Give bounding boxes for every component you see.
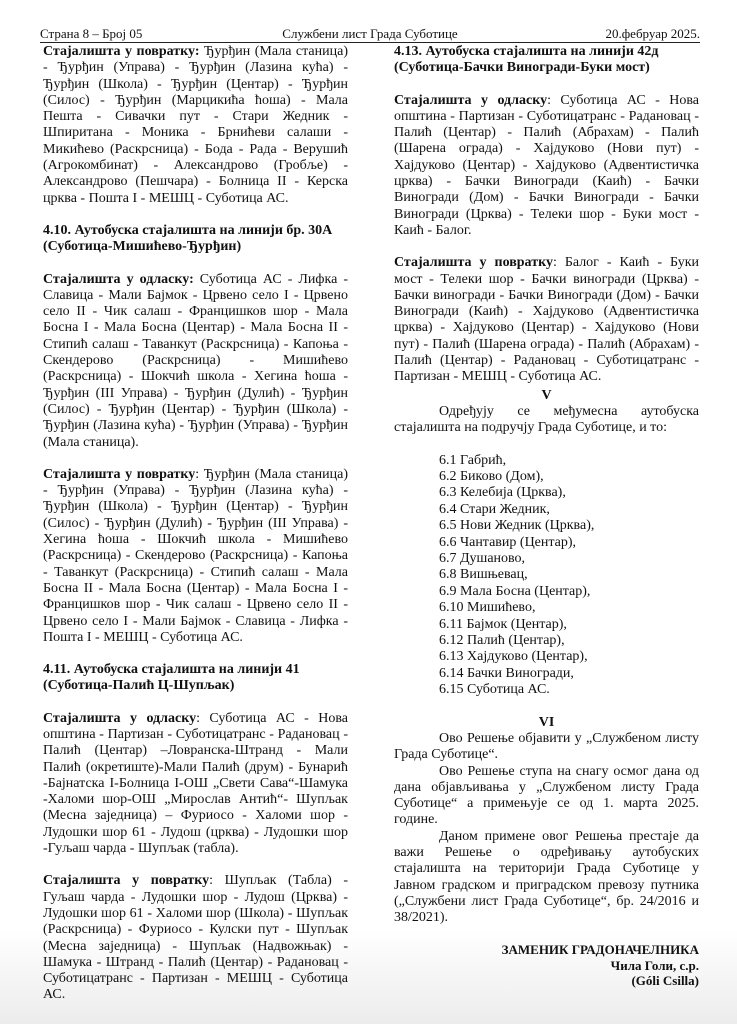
- right-column: [394, 44, 699, 989]
- list-item: 6.9 Мала Босна (Центар),: [439, 583, 591, 599]
- signatory-title: ЗАМЕНИК ГРАДОНАЧЕЛНИКА: [501, 942, 699, 958]
- section-heading-4-11: 4.11. Аутобуска стајалишта на линији 41 (Суботица-Палић Ц-Шупљак): [43, 662, 300, 694]
- section-heading-4-10: 4.10. Аутобуска стајалишта на линији бр. 30А (Суботица-Мишићево-Ђурђин): [43, 222, 333, 255]
- line-30a-depart-stops: Стајалишта у одласку: Суботица АС - Лифка - Славица - Мали Бајмок - Црвено село I - Црвено село II - Чик салаш - Францишков шор - Мала Босна I - Мала Босна (Центар) - Мала Босна II - Стипић салаш - Таванкут (Раскрсница) - Капоња - Скендерово (Раскрсница) - Мишићево (Раскрсница) - Шокчић школа - Хегина ћоша - Ђурђин (III Управа) - Ђурђин (Дулић) - Ђурђин (Силос) - Ђурђин (Центар) - Ђурђин (Школа) - Ђурђин (Лазина кућа) - Ђурђин (Управа) - Ђурђин (Мала станица).: [43, 271, 349, 450]
- list-item: 6.5 Нови Жедник (Црква),: [439, 518, 595, 534]
- line-30a-return-stops: Стајалишта у повратку: Ђурђин (Мала станица) - Ђурђин (Управа) - Ђурђин (Лазина кућа) - Ђурђин (Школа) - Ђурђин (Центар) - Ђурђин (Силос) - Ђурђин (Дулић) - Ђурђин (III Управа) - Хегина ћоша - Шокчић школа - Мишићево (Раскрсница) - Скендерово (Раскрсница) - Капоња - Таванкут (Раскрсница) - Стипић салаш - Мала Босна II - Мала Босна (Центар) - Мала Босна I - Францишков шор - Чик салаш - Црвено село II - Црвено село I - Мали Бајмок - Славица - Лифка - Пошта I - МЕШЦ - Суботица АС.: [43, 466, 348, 645]
- list-item: 6.12 Палић (Центар),: [439, 633, 565, 648]
- signature-block: [394, 942, 699, 989]
- list-item: 6.3 Келебија (Црква),: [439, 485, 566, 501]
- section-v-numeral: V: [541, 387, 552, 403]
- list-item: 6.11 Бајмок (Центар),: [439, 616, 567, 632]
- list-item: 6.13 Хајдуково (Центар),: [439, 649, 588, 665]
- section-v-intro: Одређују се међумесна аутобуска стајалишта на подручју Града Суботице, и то:: [394, 403, 699, 436]
- page-number: Страна 8 – Број 05: [40, 26, 143, 41]
- section-heading-4-13: 4.13. Аутобуска стајалишта на линији 42д (Суботица-Бачки Виногради-Буки мост): [394, 44, 659, 76]
- signatory-name-latin: (Góli Csilla): [631, 973, 699, 989]
- issue-date: 20.фебруар 2025.: [605, 26, 700, 41]
- publication-title: Службени лист Града Суботице: [282, 26, 458, 41]
- section-vi-paragraph-1: Ово Решење објавити у „Службеном листу Града Суботице“.: [394, 730, 699, 763]
- list-item: 6.8 Вишњевац,: [439, 567, 528, 583]
- section-vi-paragraph-3: Даном примене овог Решења престаје да важи Решење о одређивању аутобуских стајалишта на територији Града Суботице у Јавном градском и приградском превозу путника („Службени лист Града Суботице“, бр. 24/2016 и 38/2021).: [394, 828, 699, 926]
- page-header: [40, 26, 700, 43]
- signatory-name: Чила Голи, с.р.: [610, 957, 699, 973]
- list-item: 6.1 Габрић,: [439, 452, 507, 468]
- list-item: 6.2 Биково (Дом),: [439, 468, 544, 484]
- list-item: 6.4 Стари Жедник,: [439, 501, 550, 517]
- list-item: 6.6 Чантавир (Центар),: [439, 534, 577, 550]
- line-41-return-stops: Стајалишта у повратку: Шупљак (Табла) - Гуљаш чарда - Лудошки шор - Лудош (Црква) - Лудошки шор 61 - Халоми шор (Школа) - Шупљак (Раскрсница) - Фуриосо - Кулски пут - Шупљак (Месна заједница) - Шупљак (Надвожњак) - Шамука - Штранд - Палић (Центар) - Радановац - Суботицатранс - Партизан - МЕШЦ - Суботица АС.: [43, 873, 349, 1003]
- line-41-depart-stops: Стајалишта у одласку: Суботица АС - Нова општина - Партизан - Суботицатранс - Радановац - Палић (Центар) –Ловранска-Штранд - Мали Палић (окретиште)-Мали Палић (друм) - Бунарић -Бајнатска I-Болница I-ОШ „Свети Сава“-Шамука -Халоми шор-ОШ „Мирослав Антић“- Шупљак (Месна заједница) – Фуриосо - Халоми шор - Лудошки шор 61 - Лудош (црква) - Лудошки шор -Гуљаш чарда - Шупљак (табла).: [43, 710, 348, 857]
- section-vi-paragraph-2: Ово Решење ступа на снагу осмог дана од дана објављивања у „Службеном листу Града Суботице“ а примењује се од 1. марта 2025. године.: [394, 763, 699, 828]
- line-42d-depart-stops: Стајалишта у одласку: Суботица АС - Нова општина - Партизан - Суботицатранс - Радановац - Палић (Центар) - Палић (Абрахам) - Палић (Шарена ограда) - Хајдуково (Нови пут) - Хајдуково (Центар) - Хајдуково (Адвентистичка црква) - Бачки Виногради (Каић) - Бачки Виногради (Дом) - Бачки Виногради - Бачки Виногради (Црква) - Телеки шор - Буки мост - Каић - Балог.: [394, 92, 699, 238]
- left-column: [43, 44, 348, 1004]
- list-item: 6.15 Суботица АС.: [439, 682, 550, 698]
- return-label: Стајалишта у повратку:: [43, 44, 200, 59]
- intercity-stops-list: [394, 453, 699, 699]
- line-42d-return-stops: Стајалишта у повратку: Балог - Каић - Буки мост - Телеки шор - Бачки виногради (Црква) - Бачки виногради - Бачки Виногради (Дом) - Бачки Виногради (Каић) - Хајдуково (Адвентистичка црква) - Хајдуково (Центар) - Хајдуково (Нови пут) - Палић (Шарена ограда) - Палић (Абрахам) - Палић (Центар) - Радановац - Суботицатранс - Партизан - МЕШЦ - Суботица АС.: [394, 255, 699, 385]
- list-item: 6.14 Бачки Виногради,: [439, 665, 574, 681]
- section-vi-numeral: VI: [538, 714, 555, 730]
- list-item: 6.7 Душаново,: [439, 550, 526, 566]
- list-item: 6.10 Мишићево,: [439, 600, 536, 616]
- line-29-return-stops: Стајалишта у повратку: Ђурђин (Мала станица) - Ђурђин (Управа) - Ђурђин (Лазина кућа) - Ђурђин (Школа) - Ђурђин (Центар) - Ђурђин (Силос) - Ђурђин (Марцикића ћоша) - Мала Пешта - Сивачки пут - Стари Жедник - Шпиритана - Моника - Брнићеви салаши - Микићево (Раскрсница) - Бода - Рада - Верушић (Агрокомбинат) - Александрово (Гробље) - Александрово (Пешчара) - Болница II - Керска црква - Пошта I - МЕШЦ - Суботица АС.: [43, 44, 348, 206]
